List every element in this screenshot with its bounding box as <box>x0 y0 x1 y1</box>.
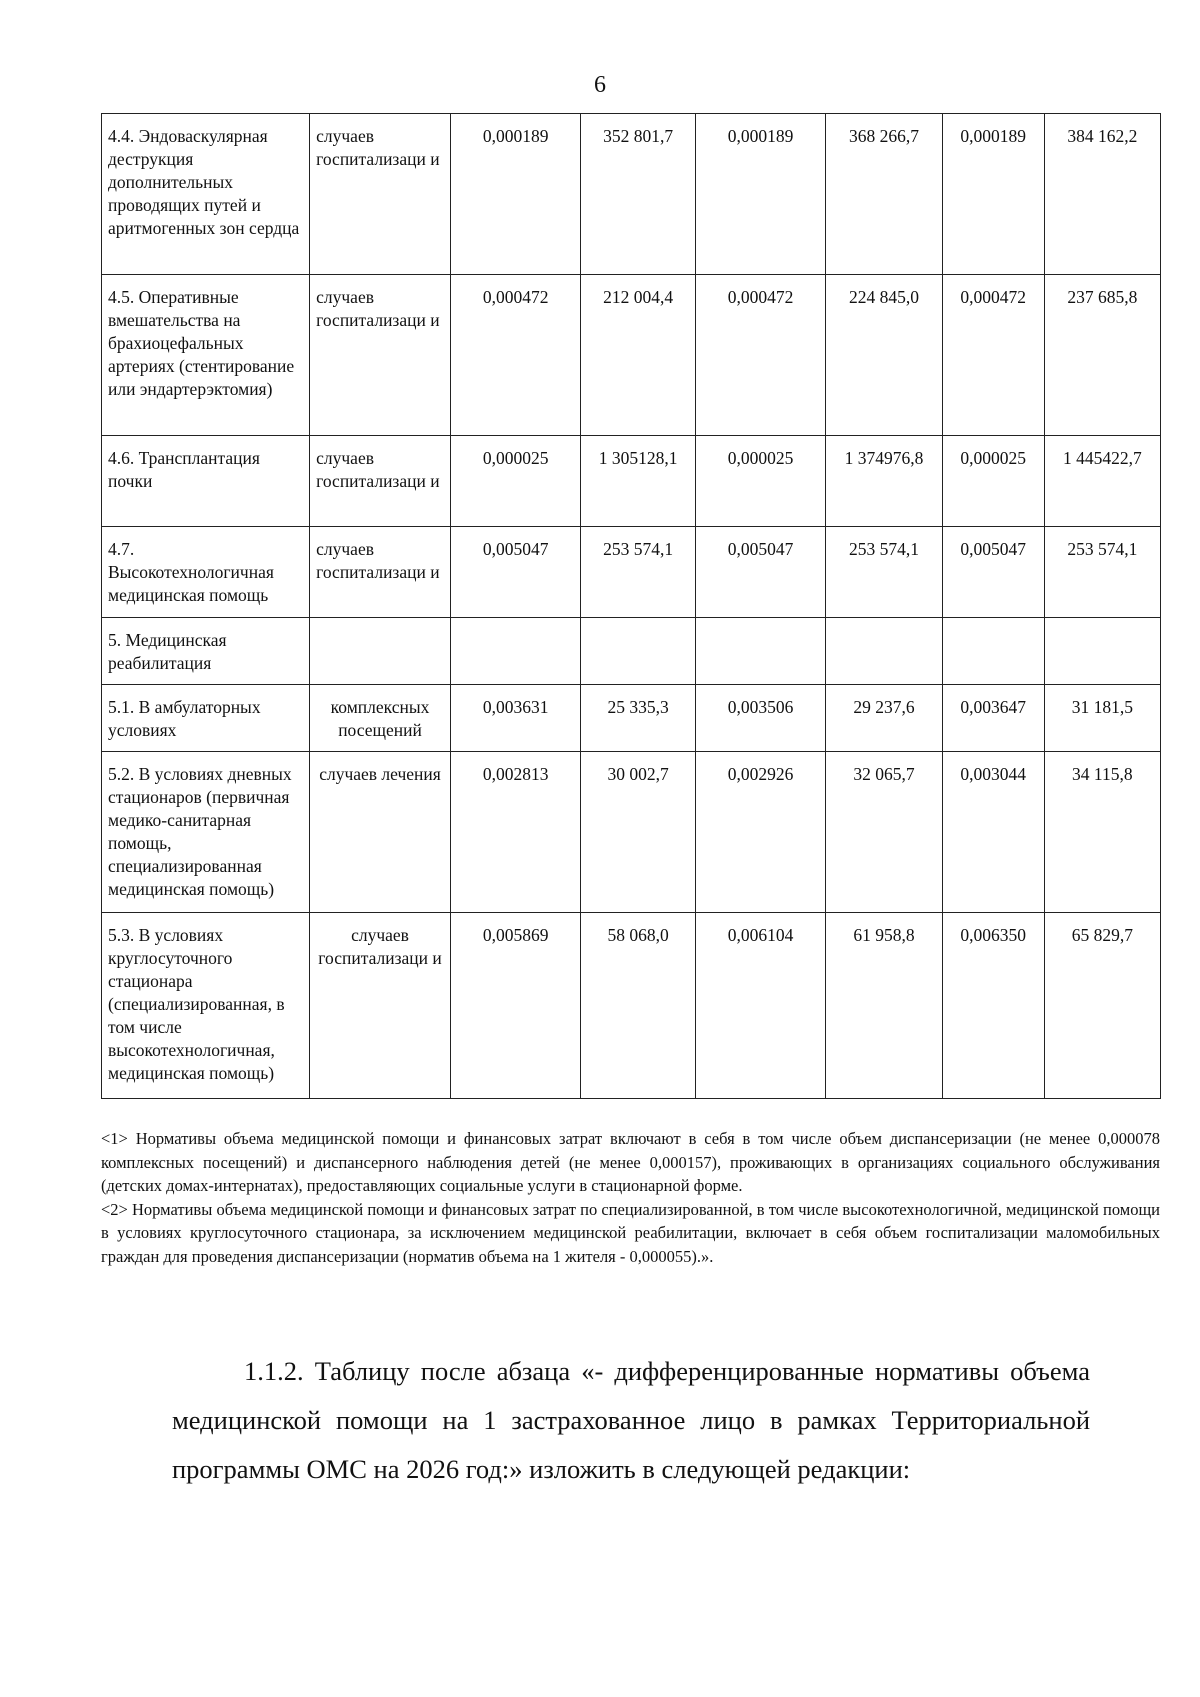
row-unit: случаев госпитализаци и <box>310 275 451 436</box>
row-unit: комплексных посещений <box>310 685 451 752</box>
row-unit: случаев госпитализаци и <box>310 527 451 618</box>
cell-value: 29 237,6 <box>826 685 942 752</box>
cell-value: 0,003647 <box>942 685 1044 752</box>
row-name: 4.7. Высокотехнологичная медицинская помощь <box>102 527 310 618</box>
amendment-section <box>172 1347 1090 1494</box>
table-row <box>102 685 1161 752</box>
cell-value: 352 801,7 <box>581 114 695 275</box>
cell-value: 0,002813 <box>450 752 581 913</box>
cell-value: 224 845,0 <box>826 275 942 436</box>
cell-value: 0,005047 <box>942 527 1044 618</box>
cell-value: 0,003506 <box>695 685 826 752</box>
cell-value: 0,000025 <box>695 436 826 527</box>
cell-value: 0,000025 <box>450 436 581 527</box>
row-name: 5.3. В условиях круглосуточного стационара (специализированная, в том числе высокотехнологичная, медицинская помощь) <box>102 913 310 1099</box>
table-row <box>102 618 1161 685</box>
table-row <box>102 752 1161 913</box>
footnote-2: <2> Нормативы объема медицинской помощи и финансовых затрат по специализированной, в том числе высокотехнологичной, медицинской помощи в условиях круглосуточного стационара, за исключением медицинской реабилитации, включает в себя объем госпитализации маломобильных граждан для проведения диспансеризации (норматив объема на 1 жителя - 0,000055).». <box>101 1199 1160 1266</box>
row-unit: случаев госпитализаци и <box>310 114 451 275</box>
cell-value: 237 685,8 <box>1044 275 1160 436</box>
cell-value <box>581 618 695 685</box>
cell-value: 0,000472 <box>695 275 826 436</box>
row-unit: случаев госпитализаци и <box>310 913 451 1099</box>
cell-value: 0,005869 <box>450 913 581 1099</box>
table-row <box>102 527 1161 618</box>
cell-value <box>450 618 581 685</box>
cell-value: 0,000472 <box>450 275 581 436</box>
cell-value: 25 335,3 <box>581 685 695 752</box>
cell-value: 1 445422,7 <box>1044 436 1160 527</box>
cell-value: 253 574,1 <box>1044 527 1160 618</box>
cell-value: 0,003044 <box>942 752 1044 913</box>
cell-value: 32 065,7 <box>826 752 942 913</box>
cell-value: 212 004,4 <box>581 275 695 436</box>
row-unit: случаев госпитализаци и <box>310 436 451 527</box>
cell-value: 0,000472 <box>942 275 1044 436</box>
cell-value: 0,006350 <box>942 913 1044 1099</box>
table-row <box>102 436 1161 527</box>
cell-value: 384 162,2 <box>1044 114 1160 275</box>
cell-value <box>826 618 942 685</box>
cell-value: 253 574,1 <box>826 527 942 618</box>
norms-table <box>101 113 1161 1099</box>
row-name: 4.5. Оперативные вмешательства на брахиоцефальных артериях (стентирование или эндартерэктомия) <box>102 275 310 436</box>
footnotes <box>101 1127 1160 1268</box>
cell-value: 34 115,8 <box>1044 752 1160 913</box>
cell-value: 61 958,8 <box>826 913 942 1099</box>
cell-value: 0,000189 <box>450 114 581 275</box>
cell-value: 0,000189 <box>695 114 826 275</box>
cell-value: 30 002,7 <box>581 752 695 913</box>
footnote-1: <1> Нормативы объема медицинской помощи и финансовых затрат включают в себя в том числе объем диспансеризации (не менее 0,000078 комплексных посещений) и диспансерного наблюдения детей (не менее 0,000157), проживающих в организациях социального обслуживания (детских домах-интернатах), предоставляющих социальные услуги в стационарной форме. <box>101 1129 1160 1195</box>
cell-value: 368 266,7 <box>826 114 942 275</box>
amendment-paragraph: 1.1.2. Таблицу после абзаца «- дифференцированные нормативы объема медицинской помощи на 1 застрахованное лицо в рамках Территориальной программы ОМС на 2026 год:» изложить в следующей редакции: <box>172 1356 1090 1484</box>
row-name: 5. Медицинская реабилитация <box>102 618 310 685</box>
row-name: 5.2. В условиях дневных стационаров (первичная медико-санитарная помощь, специализированная медицинская помощь) <box>102 752 310 913</box>
cell-value: 0,000025 <box>942 436 1044 527</box>
row-unit: случаев лечения <box>310 752 451 913</box>
cell-value <box>1044 618 1160 685</box>
page-number: 6 <box>594 72 606 98</box>
row-name: 4.6. Трансплантация почки <box>102 436 310 527</box>
cell-value: 0,005047 <box>695 527 826 618</box>
table-row <box>102 275 1161 436</box>
table-row <box>102 913 1161 1099</box>
cell-value: 58 068,0 <box>581 913 695 1099</box>
cell-value: 1 305128,1 <box>581 436 695 527</box>
cell-value: 1 374976,8 <box>826 436 942 527</box>
cell-value: 0,003631 <box>450 685 581 752</box>
table-row <box>102 114 1161 275</box>
row-unit <box>310 618 451 685</box>
cell-value <box>695 618 826 685</box>
cell-value: 0,005047 <box>450 527 581 618</box>
cell-value: 0,006104 <box>695 913 826 1099</box>
cell-value: 65 829,7 <box>1044 913 1160 1099</box>
cell-value: 0,002926 <box>695 752 826 913</box>
cell-value: 31 181,5 <box>1044 685 1160 752</box>
row-name: 4.4. Эндоваскулярная деструкция дополнительных проводящих путей и аритмогенных зон сердца <box>102 114 310 275</box>
row-name: 5.1. В амбулаторных условиях <box>102 685 310 752</box>
cell-value: 0,000189 <box>942 114 1044 275</box>
cell-value: 253 574,1 <box>581 527 695 618</box>
cell-value <box>942 618 1044 685</box>
